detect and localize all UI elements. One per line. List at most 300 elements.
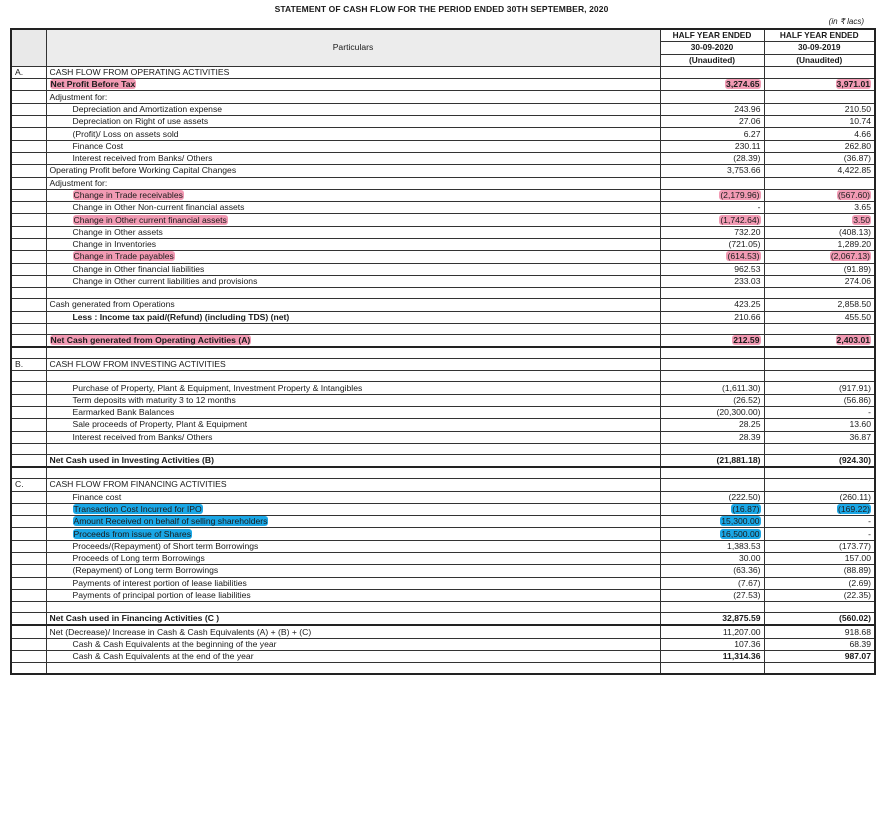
value-2019: 1,289.20: [837, 239, 871, 250]
table-row: [11, 103, 875, 115]
value-2020-cell: [660, 140, 764, 152]
row-code: [11, 565, 46, 577]
header-col2-line1: HALF YEAR ENDED: [764, 29, 875, 42]
value-2020: (21,881.18): [716, 455, 761, 466]
value-2020-cell: [660, 177, 764, 189]
value-2019: 157.00: [844, 553, 871, 564]
table-row: [11, 311, 875, 323]
value-2019-cell: [764, 152, 875, 164]
value-2019: (567.60): [837, 190, 870, 200]
row-code: [11, 613, 46, 626]
value-2020-cell: [660, 251, 764, 263]
value-2019-cell: [764, 177, 875, 189]
value-2020-cell: [660, 128, 764, 140]
table-row: [11, 613, 875, 626]
value-2020-cell: [660, 491, 764, 503]
row-label: Finance Cost: [72, 140, 124, 151]
value-2019-cell: [764, 443, 875, 454]
spacer-row: [11, 467, 875, 479]
value-2019: 13.60: [849, 419, 871, 430]
value-2020: (2,179.96): [720, 190, 760, 200]
table-row: [11, 454, 875, 467]
value-2019-cell: [764, 540, 875, 552]
row-label-cell: [46, 140, 660, 152]
value-2019-cell: [764, 165, 875, 177]
row-label: Operating Profit before Working Capital Changes: [49, 165, 237, 176]
value-2019-cell: [764, 663, 875, 675]
value-2020-cell: [660, 103, 764, 115]
row-label-cell: [46, 79, 660, 91]
value-2020: 16,500.00: [721, 528, 760, 539]
value-2019-cell: [764, 323, 875, 334]
value-2019-cell: [764, 116, 875, 128]
value-2019: 3.65: [854, 202, 871, 213]
row-label: Adjustment for:: [49, 177, 108, 188]
header-col1-date: 30-09-2020: [660, 42, 764, 54]
row-label: CASH FLOW FROM FINANCING ACTIVITIES: [49, 479, 227, 490]
table-row: [11, 128, 875, 140]
row-code: [11, 311, 46, 323]
row-label-cell: [46, 651, 660, 663]
row-label: Payments of interest portion of lease liabilities: [72, 577, 247, 588]
row-label-cell: [46, 589, 660, 601]
unit-note: (in ₹ lacs): [828, 17, 864, 26]
row-label-cell: [46, 577, 660, 589]
value-2020-cell: [660, 116, 764, 128]
value-2019: 3,971.01: [836, 79, 870, 90]
row-label-cell: [46, 407, 660, 419]
value-2020-cell: [660, 275, 764, 287]
value-2019-cell: [764, 299, 875, 311]
value-2020: 6.27: [743, 128, 761, 139]
row-label: Proceeds from issue of Shares: [73, 528, 192, 539]
value-2019: 987.07: [844, 651, 871, 662]
row-code: [11, 152, 46, 164]
value-2020-cell: [660, 263, 764, 275]
row-label-cell: [46, 91, 660, 103]
value-2019: 918.68: [844, 626, 871, 637]
row-code: [11, 128, 46, 140]
row-code: [11, 454, 46, 467]
row-label-cell: [46, 189, 660, 201]
spacer-row: [11, 288, 875, 299]
row-label: (Repayment) of Long term Borrowings: [72, 565, 219, 576]
value-2020-cell: [660, 552, 764, 564]
table-row: [11, 189, 875, 201]
value-2019: (91.89): [843, 263, 871, 274]
row-label: Term deposits with maturity 3 to 12 months: [72, 394, 236, 405]
row-label: Net (Decrease)/ Increase in Cash & Cash Equivalents (A) + (B) + (C): [49, 626, 312, 637]
row-code: [11, 503, 46, 515]
value-2019: 2,403.01: [836, 334, 870, 345]
row-code: [11, 407, 46, 419]
row-code: [11, 651, 46, 663]
row-code: [11, 382, 46, 394]
row-label-cell: [46, 431, 660, 443]
value-2020: 233.03: [734, 276, 761, 287]
table-row: [11, 503, 875, 515]
value-2019: (36.87): [843, 153, 871, 164]
value-2019-cell: [764, 454, 875, 467]
value-2020-cell: [660, 443, 764, 454]
row-label-cell: [46, 467, 660, 479]
row-code: A.: [11, 66, 46, 78]
value-2020-cell: [660, 323, 764, 334]
row-label: Change in Trade payables: [73, 251, 174, 262]
value-2019-cell: [764, 334, 875, 347]
value-2019-cell: [764, 202, 875, 214]
value-2020: 962.53: [734, 263, 761, 274]
table-row: [11, 479, 875, 491]
value-2020-cell: [660, 602, 764, 613]
document-title: STATEMENT OF CASH FLOW FOR THE PERIOD ENDED 30TH SEPTEMBER, 2020: [274, 4, 609, 14]
row-label: Proceeds/(Repayment) of Short term Borrowings: [72, 540, 259, 551]
row-label: CASH FLOW FROM INVESTING ACTIVITIES: [49, 359, 226, 370]
value-2020: (27.53): [733, 590, 761, 601]
value-2019: (408.13): [838, 226, 871, 237]
value-2020-cell: [660, 311, 764, 323]
value-2019: 3.50: [853, 214, 870, 225]
table-body: [11, 66, 875, 674]
row-code: [11, 602, 46, 613]
value-2019-cell: [764, 189, 875, 201]
table-row: [11, 565, 875, 577]
row-label-cell: [46, 152, 660, 164]
table-row: [11, 382, 875, 394]
value-2020-cell: [660, 202, 764, 214]
value-2020-cell: [660, 625, 764, 638]
row-label-cell: [46, 359, 660, 371]
value-2019-cell: [764, 577, 875, 589]
row-label: Net Cash generated from Operating Activities (A): [50, 334, 251, 345]
row-label: CASH FLOW FROM OPERATING ACTIVITIES: [49, 67, 230, 78]
value-2019-cell: [764, 359, 875, 371]
row-label: Depreciation on Right of use assets: [72, 116, 209, 127]
value-2020-cell: [660, 528, 764, 540]
row-code: [11, 334, 46, 347]
row-label: Cash & Cash Equivalents at the beginning of the year: [72, 638, 277, 649]
value-2020-cell: [660, 589, 764, 601]
row-label: Change in Other Non-current financial assets: [72, 202, 245, 213]
row-code: [11, 239, 46, 251]
row-label-cell: [46, 177, 660, 189]
header-code-cell: [11, 29, 46, 66]
row-label: Cash & Cash Equivalents at the end of the year: [72, 651, 254, 662]
row-label: Cash generated from Operations: [49, 299, 175, 310]
value-2019-cell: [764, 140, 875, 152]
value-2019-cell: [764, 311, 875, 323]
table-row: [11, 625, 875, 638]
value-2019-cell: [764, 407, 875, 419]
value-2019-cell: [764, 613, 875, 626]
row-label-cell: [46, 625, 660, 638]
row-code: [11, 202, 46, 214]
value-2019-cell: [764, 565, 875, 577]
value-2020: 32,875.59: [722, 613, 761, 624]
table-row: [11, 540, 875, 552]
row-label: Interest received from Banks/ Others: [72, 431, 213, 442]
row-label-cell: [46, 528, 660, 540]
value-2020-cell: [660, 226, 764, 238]
row-label: Net Profit Before Tax: [50, 79, 136, 90]
row-label-cell: [46, 602, 660, 613]
value-2020-cell: [660, 663, 764, 675]
value-2019: 10.74: [849, 116, 871, 127]
value-2020-cell: [660, 239, 764, 251]
row-label: Purchase of Property, Plant & Equipment, Investment Property & Intangibles: [72, 382, 363, 393]
row-code: [11, 177, 46, 189]
row-label: Change in Trade receivables: [73, 190, 183, 200]
row-label: Net Cash used in Investing Activities (B): [49, 455, 214, 466]
value-2019-cell: [764, 516, 875, 528]
table-row: [11, 263, 875, 275]
value-2019-cell: [764, 263, 875, 275]
value-2020-cell: [660, 394, 764, 406]
row-code: C.: [11, 479, 46, 491]
row-label-cell: [46, 251, 660, 263]
value-2020: 210.66: [734, 311, 761, 322]
value-2020-cell: [660, 454, 764, 467]
value-2020-cell: [660, 91, 764, 103]
header-col1-line1: HALF YEAR ENDED: [660, 29, 764, 42]
value-2020-cell: [660, 359, 764, 371]
table-row: [11, 651, 875, 663]
value-2020-cell: [660, 467, 764, 479]
value-2020-cell: [660, 540, 764, 552]
table-row: [11, 251, 875, 263]
value-2019-cell: [764, 128, 875, 140]
row-code: [11, 165, 46, 177]
value-2019: (22.35): [843, 590, 871, 601]
cash-flow-table: [10, 28, 876, 675]
row-code: [11, 491, 46, 503]
spacer-row: [11, 602, 875, 613]
value-2020-cell: [660, 419, 764, 431]
table-row: [11, 419, 875, 431]
value-2019: 68.39: [849, 638, 871, 649]
value-2019-cell: [764, 214, 875, 226]
row-code: [11, 275, 46, 287]
value-2020: (28.39): [733, 153, 761, 164]
value-2019: 4.66: [854, 128, 871, 139]
row-label: Sale proceeds of Property, Plant & Equipment: [72, 419, 248, 430]
table-row: [11, 359, 875, 371]
value-2019-cell: [764, 491, 875, 503]
value-2020: (20,300.00): [716, 407, 761, 418]
row-code: [11, 79, 46, 91]
row-label: Depreciation and Amortization expense: [72, 103, 223, 114]
row-code: [11, 528, 46, 540]
value-2020-cell: [660, 79, 764, 91]
row-label-cell: [46, 565, 660, 577]
value-2019-cell: [764, 602, 875, 613]
row-label: Proceeds of Long term Borrowings: [72, 553, 205, 564]
row-label-cell: [46, 263, 660, 275]
value-2020-cell: [660, 407, 764, 419]
row-label-cell: [46, 443, 660, 454]
row-label-cell: [46, 323, 660, 334]
row-code: [11, 516, 46, 528]
value-2020: 28.39: [738, 431, 761, 442]
value-2020: 243.96: [734, 103, 761, 114]
row-code: [11, 663, 46, 675]
value-2019-cell: [764, 638, 875, 650]
row-label-cell: [46, 334, 660, 347]
row-code: [11, 419, 46, 431]
row-code: [11, 251, 46, 263]
value-2019-cell: [764, 66, 875, 78]
value-2019-cell: [764, 431, 875, 443]
value-2020: 3,274.65: [726, 79, 760, 90]
row-label-cell: [46, 638, 660, 650]
value-2020-cell: [660, 479, 764, 491]
row-label-cell: [46, 214, 660, 226]
row-label-cell: [46, 226, 660, 238]
value-2020-cell: [660, 431, 764, 443]
row-code: [11, 638, 46, 650]
value-2019: (924.30): [838, 455, 871, 466]
row-label: Change in Other financial liabilities: [72, 263, 205, 274]
row-label: Change in Inventories: [72, 239, 157, 250]
value-2019: (88.89): [843, 565, 871, 576]
value-2020: (63.36): [733, 565, 761, 576]
row-code: [11, 625, 46, 638]
spacer-row: [11, 663, 875, 675]
row-label-cell: [46, 311, 660, 323]
table-row: [11, 165, 875, 177]
table-row: [11, 407, 875, 419]
value-2020-cell: [660, 516, 764, 528]
value-2020: 423.25: [734, 299, 761, 310]
row-label: Transaction Cost Incurred for IPO: [73, 503, 202, 514]
row-code: [11, 214, 46, 226]
table-row: [11, 116, 875, 128]
table-row: [11, 431, 875, 443]
value-2019: (169.22): [837, 503, 870, 514]
row-code: [11, 299, 46, 311]
value-2020-cell: [660, 613, 764, 626]
value-2020: 11,207.00: [722, 626, 761, 637]
value-2020: 107.36: [734, 638, 761, 649]
row-code: [11, 443, 46, 454]
row-label-cell: [46, 299, 660, 311]
value-2020: 27.06: [738, 116, 761, 127]
value-2020: 230.11: [734, 140, 761, 151]
value-2020-cell: [660, 334, 764, 347]
table-row: [11, 140, 875, 152]
value-2020: (7.67): [738, 577, 761, 588]
row-code: [11, 347, 46, 359]
table-row: [11, 299, 875, 311]
value-2019-cell: [764, 479, 875, 491]
row-code: [11, 394, 46, 406]
value-2019: 2,858.50: [837, 299, 871, 310]
row-label: Amount Received on behalf of selling shareholders: [73, 516, 268, 527]
spacer-row: [11, 347, 875, 359]
value-2020-cell: [660, 288, 764, 299]
row-code: [11, 431, 46, 443]
value-2020-cell: [660, 347, 764, 359]
row-label: Net Cash used in Financing Activities (C ): [49, 613, 220, 624]
value-2019: (173.77): [838, 540, 871, 551]
spacer-row: [11, 323, 875, 334]
value-2019: (260.11): [839, 491, 871, 502]
row-label-cell: [46, 165, 660, 177]
table-row: [11, 152, 875, 164]
row-label: (Profit)/ Loss on assets sold: [72, 128, 179, 139]
value-2019-cell: [764, 79, 875, 91]
row-code: [11, 91, 46, 103]
spacer-row: [11, 371, 875, 382]
table-row: [11, 589, 875, 601]
row-label-cell: [46, 479, 660, 491]
row-label-cell: [46, 288, 660, 299]
value-2019-cell: [764, 503, 875, 515]
row-label-cell: [46, 419, 660, 431]
value-2020-cell: [660, 503, 764, 515]
table-row: [11, 491, 875, 503]
table-row: [11, 79, 875, 91]
value-2019: (917.91): [838, 382, 871, 393]
value-2020-cell: [660, 577, 764, 589]
header-particulars: Particulars: [46, 29, 660, 66]
value-2020-cell: [660, 189, 764, 201]
value-2020: 1,383.53: [727, 540, 761, 551]
row-code: [11, 263, 46, 275]
row-code: [11, 140, 46, 152]
value-2019: 210.50: [844, 103, 871, 114]
value-2019: (56.86): [843, 394, 871, 405]
row-code: [11, 189, 46, 201]
row-code: [11, 116, 46, 128]
row-label-cell: [46, 491, 660, 503]
header-col2-status: (Unaudited): [764, 54, 875, 66]
table-row: [11, 66, 875, 78]
value-2020-cell: [660, 66, 764, 78]
table-row: [11, 275, 875, 287]
row-code: [11, 323, 46, 334]
value-2019-cell: [764, 382, 875, 394]
table-row: [11, 552, 875, 564]
table-row: [11, 334, 875, 347]
row-label-cell: [46, 239, 660, 251]
value-2019-cell: [764, 419, 875, 431]
row-label: Payments of principal portion of lease liabilities: [72, 590, 251, 601]
row-label: Interest received from Banks/ Others: [72, 153, 213, 164]
row-label-cell: [46, 371, 660, 382]
row-code: [11, 288, 46, 299]
value-2019-cell: [764, 467, 875, 479]
value-2020: 15,300.00: [721, 516, 760, 527]
table-row: [11, 577, 875, 589]
value-2020: 28.25: [738, 419, 761, 430]
value-2020: (721.05): [728, 239, 761, 250]
value-2019-cell: [764, 91, 875, 103]
value-2019-cell: [764, 103, 875, 115]
value-2020: (26.52): [733, 394, 761, 405]
value-2019: 4,422.85: [837, 165, 871, 176]
row-label-cell: [46, 128, 660, 140]
row-label: Change in Other current financial assets: [73, 214, 227, 225]
row-label: Change in Other assets: [72, 226, 163, 237]
row-code: [11, 103, 46, 115]
row-label-cell: [46, 503, 660, 515]
value-2019: -: [868, 528, 871, 539]
header-col1-status: (Unaudited): [660, 54, 764, 66]
row-label-cell: [46, 66, 660, 78]
row-label-cell: [46, 394, 660, 406]
value-2019-cell: [764, 651, 875, 663]
